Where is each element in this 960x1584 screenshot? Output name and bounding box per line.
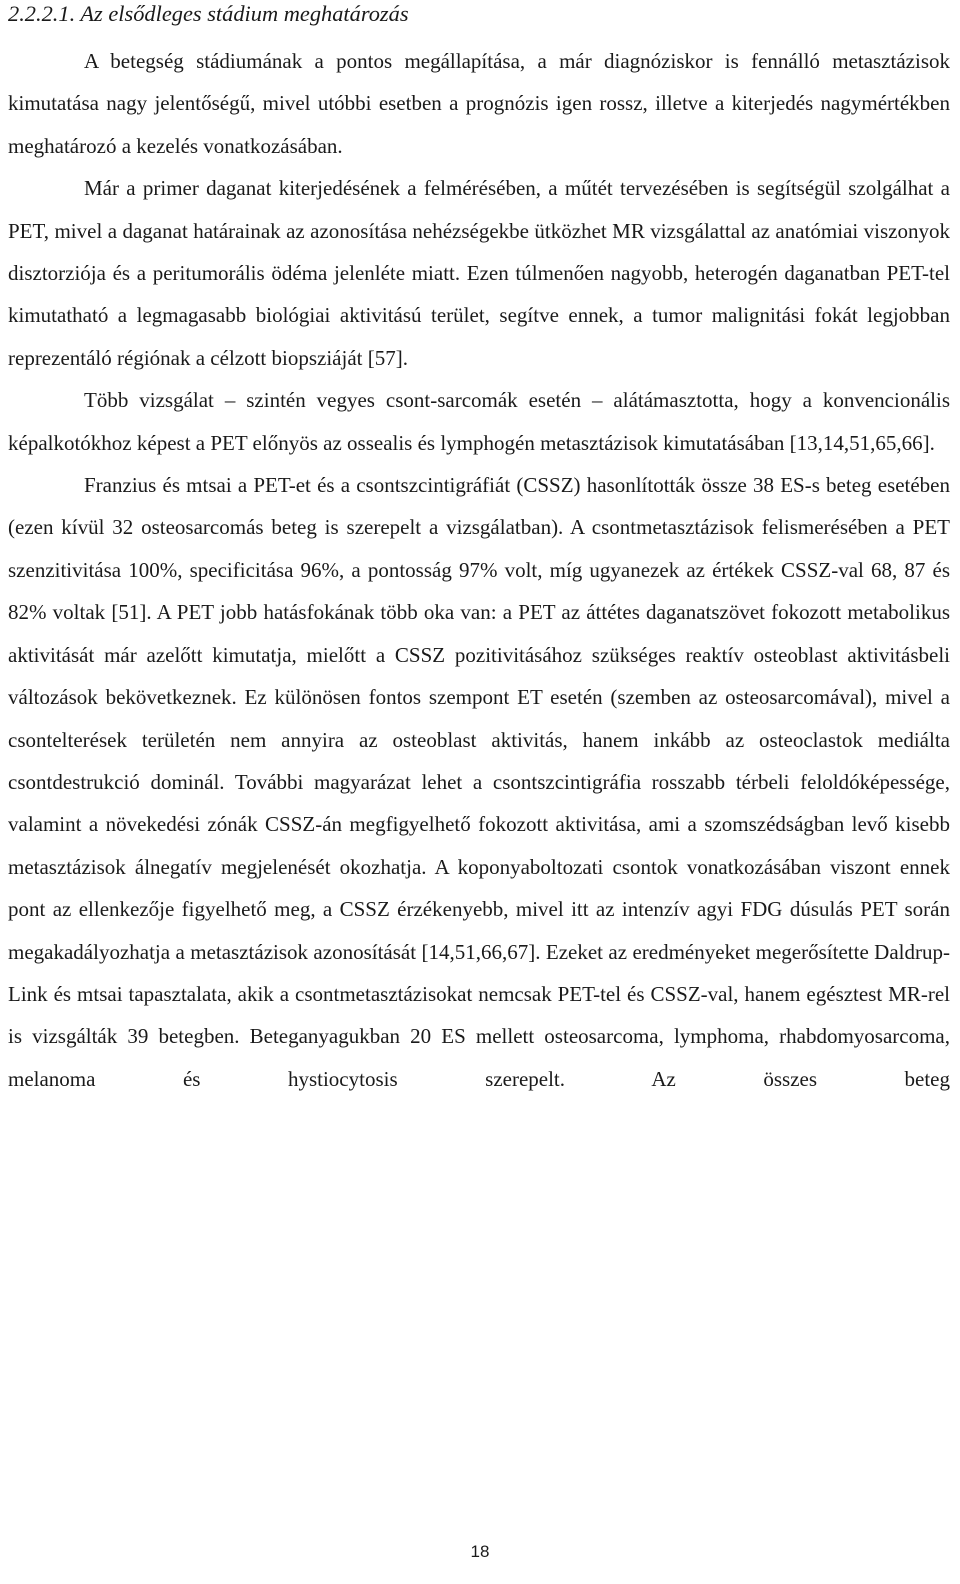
page-number: 18 [470,1542,490,1561]
body-text [8,40,950,1100]
section-heading: 2.2.2.1. Az elsődleges stádium meghatározás [8,1,409,26]
paragraph-4: Franzius és mtsai a PET-et és a csontszcintigráfiát (CSSZ) hasonlították össze 38 ES-s beteg esetében (ezen kívül 32 osteosarcomás beteg is szerepelt a vizsgálatban). A csontmetasztázisok felismerésében a PET szenzitivitása 100%, specificitása 96%, a pontosság 97% volt, míg ugyanezek az értékek CSSZ-val 68, 87 és 82% voltak [51]. A PET jobb hatásfokának több oka van: a PET az áttétes daganatszövet fokozott metabolikus aktivitását már azelőtt kimutatja, mielőtt a CSSZ pozitivitásához szükséges reaktív osteoblast aktivitásbeli változások bekövetkeznek. Ez különösen fontos szempont ET esetén (szemben az osteosarcomával), mivel a csontelterések területén nem annyira az osteoblast aktivitás, hanem inkább az osteoclastok mediálta csontdestrukció dominál. További magyarázat lehet a csontszcintigráfia rosszabb térbeli feloldóképessége, valamint a növekedési zónák CSSZ-án megfigyelhető fokozott aktivitása, ami a szomszédságban levő kisebb metasztázisok álnegatív megjelenését okozhatja. A koponyaboltozati csontok vonatkozásában viszont ennek pont az ellenkezője figyelhető meg, a CSSZ érzékenyebb, mivel itt az intenzív agyi FDG dúsulás PET során megakadályozhatja a metasztázisok azonosítását [14,51,66,67]. Ezeket az eredményeket megerősítette Daldrup-Link és mtsai tapasztalata, akik a csontmetasztázisokat nemcsak PET-tel és CSSZ-val, hanem egésztest MR-rel is vizsgálták 39 betegben. Beteganyagukban 20 ES mellett osteosarcoma, lymphoma, rhabdomyosarcoma, melanoma és hystiocytosis szerepelt. Az összes beteg [8,473,950,1091]
paragraph-2: Már a primer daganat kiterjedésének a felmérésében, a műtét tervezésében is segítségül szolgálhat a PET, mivel a daganat határainak az azonosítása nehézségekbe ütközhet MR vizsgálattal az anatómiai viszonyok disztorziója és a peritumorális ödéma jelenléte miatt. Ezen túlmenően nagyobb, heterogén daganatban PET-tel kimutatható a legmagasabb biológiai aktivitású terület, segítve ennek, a tumor malignitási fokát legjobban reprezentáló régiónak a célzott biopsziáját [57]. [8,176,950,370]
paragraph-3: Több vizsgálat – szintén vegyes csont-sarcomák esetén – alátámasztotta, hogy a konvencionális képalkotókhoz képest a PET előnyös az ossealis és lymphogén metasztázisok kimutatásában [13,14,51,65,66]. [8,388,950,455]
paragraph-1: A betegség stádiumának a pontos megállapítása, a már diagnóziskor is fennálló metasztázisok kimutatása nagy jelentőségű, mivel utóbbi esetben a prognózis igen rossz, illetve a kiterjedés nagymértékben meghatározó a kezelés vonatkozásában. [8,49,950,158]
